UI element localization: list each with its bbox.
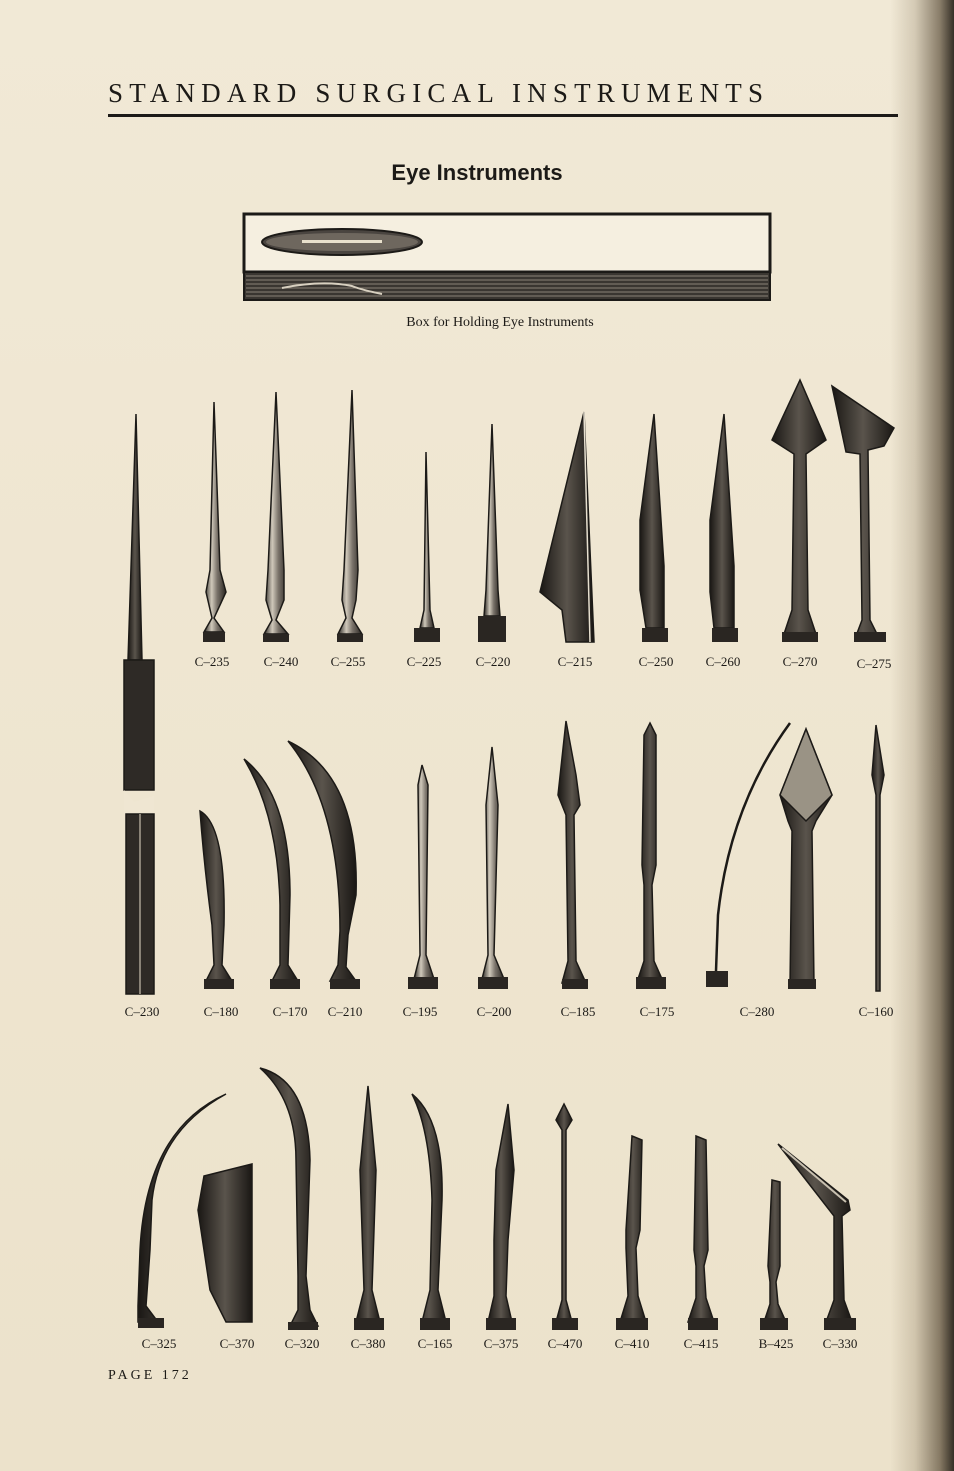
label-c-240: C–240 [263, 654, 299, 669]
instrument-c-235 [203, 402, 226, 642]
instrument-c-470 [552, 1104, 578, 1330]
instrument-c-165 [412, 1094, 450, 1330]
label-c-225: C–225 [406, 654, 442, 669]
label-c-320: C–320 [284, 1336, 320, 1351]
label-c-220: C–220 [475, 654, 511, 669]
instrument-row-3 [0, 1060, 954, 1330]
label-c-260: C–260 [705, 654, 741, 669]
label-c-410: C–410 [614, 1336, 650, 1351]
page-header [108, 74, 898, 114]
label-c-470: C–470 [547, 1336, 583, 1351]
header-title: STANDARD SURGICAL INSTRUMENTS [108, 78, 770, 108]
instrument-c-175 [636, 723, 666, 989]
box-caption: Box for Holding Eye Instruments [406, 315, 594, 330]
instrument-c-330 [778, 1144, 856, 1330]
instrument-c-240 [263, 392, 289, 642]
instrument-c-185 [558, 721, 588, 989]
instrument-row-2 [0, 715, 954, 995]
instrument-c-250 [640, 414, 668, 642]
instrument-c-270 [772, 380, 826, 642]
instrument-box-illustration [242, 212, 772, 304]
label-c-215: C–215 [557, 654, 593, 669]
instrument-c-415 [688, 1136, 718, 1330]
instrument-c-260 [710, 414, 738, 642]
header-rule [108, 114, 898, 117]
instrument-c-195 [408, 765, 438, 989]
label-c-415: C–415 [683, 1336, 719, 1351]
label-c-330: C–330 [822, 1336, 858, 1351]
instrument-c-275 [832, 386, 894, 642]
instrument-c-170 [244, 759, 300, 989]
instrument-c-375 [486, 1104, 516, 1330]
label-c-180: C–180 [203, 1004, 239, 1019]
instrument-c-280 [706, 723, 790, 987]
instrument-c-380 [354, 1086, 384, 1330]
instrument-c-215 [540, 412, 594, 642]
label-c-160: C–160 [858, 1004, 894, 1019]
label-c-235: C–235 [194, 654, 230, 669]
label-c-280: C–280 [739, 1004, 775, 1019]
label-c-380: C–380 [350, 1336, 386, 1351]
label-c-230: C–230 [124, 1004, 160, 1019]
instrument-c-160 [872, 725, 884, 991]
label-c-270: C–270 [782, 654, 818, 669]
instrument-c-225 [414, 452, 440, 642]
label-c-195: C–195 [402, 1004, 438, 1019]
instrument-c-280-lance [780, 729, 832, 989]
label-c-370: C–370 [219, 1336, 255, 1351]
label-b-425: B–425 [758, 1336, 794, 1351]
label-c-255: C–255 [330, 654, 366, 669]
label-c-165: C–165 [417, 1336, 453, 1351]
instrument-c-220 [478, 424, 506, 642]
instrument-c-370 [198, 1164, 252, 1322]
instrument-c-180 [200, 811, 234, 989]
label-c-175: C–175 [639, 1004, 675, 1019]
section-title: Eye Instruments [391, 160, 563, 185]
instrument-c-410 [616, 1136, 648, 1330]
label-c-275: C–275 [856, 656, 892, 671]
label-c-185: C–185 [560, 1004, 596, 1019]
instrument-b-425 [760, 1180, 788, 1330]
instrument-c-320 [260, 1068, 318, 1330]
label-c-200: C–200 [476, 1004, 512, 1019]
label-c-210: C–210 [327, 1004, 363, 1019]
label-c-375: C–375 [483, 1336, 519, 1351]
instrument-c-255 [337, 390, 363, 642]
label-c-170: C–170 [272, 1004, 308, 1019]
label-c-325: C–325 [141, 1336, 177, 1351]
label-c-250: C–250 [638, 654, 674, 669]
instrument-c-200 [478, 747, 508, 989]
page-number: PAGE 172 [108, 1368, 192, 1383]
instrument-c-210 [288, 741, 360, 989]
